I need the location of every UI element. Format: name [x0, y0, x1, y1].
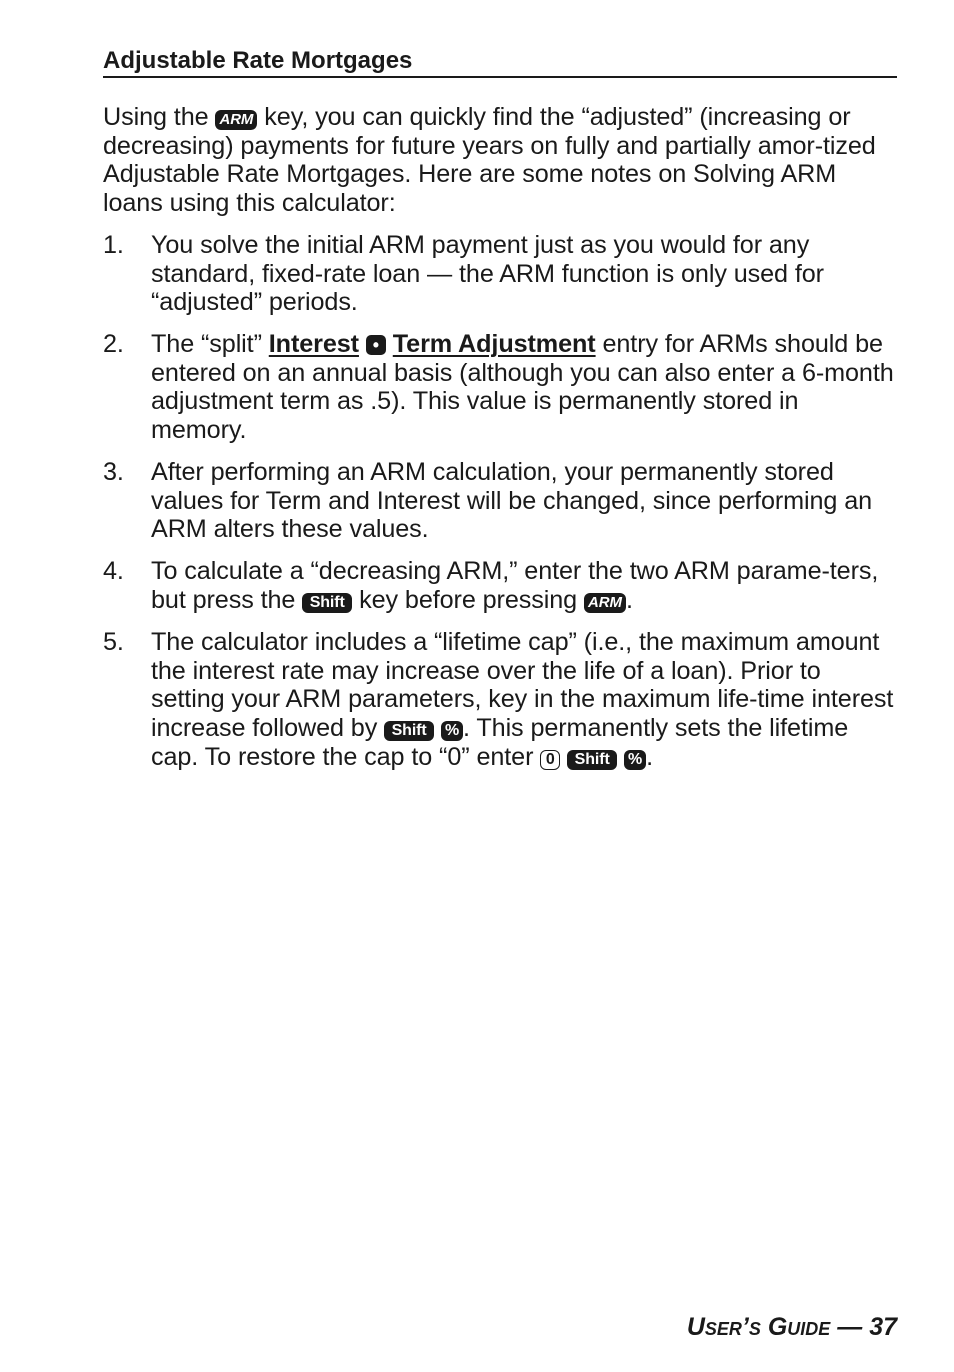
item-number: 5.	[103, 628, 124, 657]
arm-key-icon: ARM	[215, 110, 257, 130]
item-text-middle: . This permanently sets the lifetime cap. To restore the cap to “0” enter	[151, 713, 849, 771]
item-text-middle: key before pressing	[352, 586, 584, 615]
list-item	[103, 628, 897, 771]
item-text: After performing an ARM calculation, your permanently stored values for Term and Interest will be changed, since performing an ARM alters these values.	[151, 458, 873, 544]
page-footer	[687, 1312, 897, 1342]
item-text-before: The calculator includes a “lifetime cap” (i.e., the maximum amount the interest rate may increase over the life of a loan). Prior to setting your ARM parameters, key in the maximum life-time interest increase followed by	[151, 628, 894, 742]
list-item	[103, 330, 897, 444]
footer-dash: —	[830, 1313, 870, 1341]
split-separator-key-icon: •	[366, 335, 386, 355]
item-number: 4.	[103, 557, 124, 586]
item-number: 1.	[103, 231, 124, 259]
shift-key-icon: Shift	[384, 721, 434, 741]
percent-key-icon: %	[441, 721, 463, 741]
intro-text-after: key, you can quickly find the “adjusted” (increasing or decreasing) payments for future years on fully and partially amor-tized Adjustable Rate Mortgages. Here are some notes on Solving ARM loans using this calculator:	[103, 103, 876, 217]
shift-key-icon: Shift	[302, 593, 352, 613]
notes-list	[103, 231, 897, 785]
list-item	[103, 458, 897, 544]
footer-guide-label: User’s Guide	[686, 1313, 831, 1341]
zero-key-icon: 0	[540, 750, 560, 770]
list-item	[103, 231, 897, 317]
section-title: Adjustable Rate Mortgages	[103, 46, 897, 78]
item-number: 2.	[103, 330, 124, 359]
item-text-before: To calculate a “decreasing ARM,” enter the two ARM parame-ters, but press the	[151, 557, 879, 615]
item-text-after: entry for ARMs should be entered on an annual basis (although you can also enter a 6-month adjustment term as .5). This value is permanently stored in memory.	[151, 330, 894, 445]
item-number: 3.	[103, 458, 124, 487]
intro-paragraph	[103, 103, 897, 217]
arm-key-icon: ARM	[584, 593, 626, 613]
percent-key-icon: %	[624, 750, 646, 770]
term-adjustment-label: Term Adjustment	[392, 330, 596, 359]
intro-text-before: Using the	[103, 103, 216, 131]
list-item	[103, 557, 897, 614]
item-text-end: .	[625, 586, 633, 615]
page-number: 37	[869, 1313, 897, 1341]
item-text: You solve the initial ARM payment just as you would for any standard, fixed-rate loan — the ARM function is only used for “adjusted” periods.	[151, 231, 824, 317]
item-text-before: The “split”	[151, 330, 269, 359]
shift-key-icon: Shift	[567, 750, 617, 770]
item-text-end: .	[646, 742, 653, 771]
interest-label: Interest	[268, 330, 359, 359]
